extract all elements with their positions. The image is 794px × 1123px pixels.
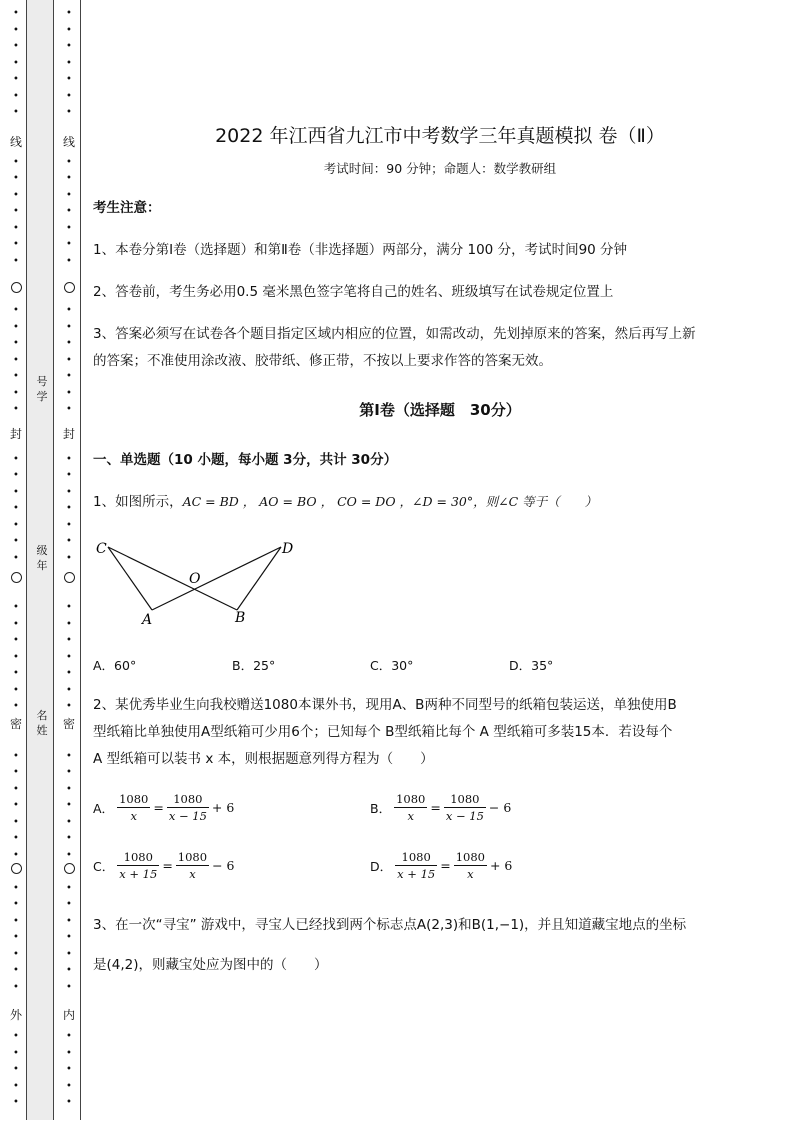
question-1-figure (92, 536, 307, 631)
binding-dot: • (13, 783, 19, 795)
binding-dot: • (66, 1064, 72, 1075)
binding-dot: • (66, 24, 72, 36)
binding-dot: • (66, 371, 72, 382)
binding-dot: • (13, 107, 19, 118)
question-2-line-2: 型纸箱比单独使用A型纸箱可少用6个；已知每个 B型纸箱比每个 A 型纸箱可多装15本．若设每个 (93, 724, 673, 740)
binding-dot: • (13, 404, 19, 415)
binding-dot: • (66, 1031, 72, 1042)
binding-dot: • (13, 74, 19, 85)
binding-dot: • (13, 305, 19, 316)
inner-mark-nei: 内 (62, 1008, 75, 1022)
binding-dot: • (66, 503, 72, 514)
notice-item-3: 3、答案必须写在试卷各个题目指定区域内相应的位置，如需改动，先划掉原来的答案，然后再写上新 (93, 326, 696, 342)
question-3-line-1: 3、在一次“寻宝” 游戏中，寻宝人已经找到两个标志点A(2,3)和B(1,−1)，并且知道藏宝地点的坐标 (93, 917, 687, 933)
question-3-line-2: 是(4,2)，则藏宝处应为图中的（ ） (93, 957, 328, 973)
binding-dot: • (66, 305, 72, 316)
binding-dot: • (13, 338, 19, 349)
q2-option-d[interactable]: D． $\frac{1080}{x + 15}$ = $\frac{1080}{x}$ + 6 (370, 850, 513, 881)
binding-dot: • (66, 57, 72, 69)
outer-mark-feng: 封 (9, 427, 22, 441)
binding-dot: • (66, 41, 72, 52)
binding-dot: • (66, 833, 72, 844)
binding-dot: • (13, 222, 19, 234)
binding-dot: • (66, 107, 72, 118)
binding-dot: • (13, 255, 19, 267)
outer-mark-mi: 密 (9, 717, 22, 731)
binding-dot: • (66, 899, 72, 910)
binding-dot: • (13, 453, 19, 465)
binding-dot: • (13, 1047, 19, 1059)
binding-dot: • (66, 453, 72, 465)
binding-dot: • (66, 618, 72, 630)
binding-dot: • (13, 882, 19, 894)
binding-dot: • (13, 899, 19, 910)
binding-dot: • (13, 8, 19, 19)
binding-dot: • (66, 74, 72, 85)
notice-heading: 考生注意： (93, 200, 161, 216)
outer-circle-1 (11, 282, 22, 293)
binding-dot: • (66, 519, 72, 531)
segment-CA (108, 547, 152, 610)
binding-dot: • (13, 503, 19, 514)
figure-label-O: O (189, 571, 201, 587)
name-label: 名姓 (36, 709, 48, 738)
binding-dot: • (66, 239, 72, 250)
binding-dot: • (13, 635, 19, 646)
binding-dot: • (13, 767, 19, 778)
binding-dot: • (66, 1080, 72, 1092)
figure-label-B: B (235, 610, 246, 626)
q2-option-a[interactable]: A． $\frac{1080}{x}$ = $\frac{1080}{x - 15}$ + 6 (93, 792, 235, 823)
binding-dot: • (13, 57, 19, 69)
student-number-label: 号学 (36, 375, 48, 404)
binding-dot: • (13, 915, 19, 927)
binding-dot: • (13, 206, 19, 217)
binding-dot: • (13, 800, 19, 811)
binding-dot: • (13, 948, 19, 960)
binding-dot: • (13, 668, 19, 679)
binding-dot: • (66, 321, 72, 333)
q1-option-b[interactable]: B．25° (232, 658, 276, 673)
grade-label: 级年 (36, 544, 48, 573)
outer-mark-wai: 外 (9, 1008, 22, 1022)
binding-dot: • (13, 470, 19, 481)
outer-mark-xian: 线 (9, 135, 22, 149)
binding-dot: • (13, 354, 19, 366)
binding-dot: • (13, 618, 19, 630)
binding-dot: • (13, 701, 19, 712)
binding-dot: • (66, 684, 72, 696)
outer-circle-3 (11, 863, 22, 874)
binding-dot: • (13, 90, 19, 102)
question-2-line-3: A 型纸箱可以装书 x 本，则根据题意列得方程为（ ） (93, 751, 434, 767)
binding-dot: • (66, 701, 72, 712)
exam-subtitle: 考试时间：90 分钟；命题人：数学教研组 (323, 161, 557, 176)
figure-label-D: D (282, 541, 294, 557)
binding-dot: • (13, 932, 19, 943)
binding-dot: • (66, 90, 72, 102)
binding-dot: • (13, 849, 19, 861)
binding-dot: • (66, 915, 72, 927)
binding-dot: • (66, 816, 72, 828)
binding-dot: • (13, 41, 19, 52)
question-1-prefix: 1、如图所示， (93, 494, 183, 510)
binding-dot: • (13, 189, 19, 201)
binding-dot: • (66, 206, 72, 217)
binding-dot: • (13, 981, 19, 993)
binding-dot: • (13, 156, 19, 168)
binding-dot: • (13, 173, 19, 184)
notice-item-2: 2、答卷前，考生务必用0.5 毫米黑色签字笔将自己的姓名、班级填写在试卷规定位置上 (93, 284, 614, 300)
q1-option-c[interactable]: C．30° (370, 658, 414, 673)
question-1 (93, 488, 597, 516)
question-1-condition: AC = BD ， AO = BO ， CO = DO ，∠D = 30°，则∠C 等于（ ） (182, 494, 598, 509)
outer-circle-2 (11, 572, 22, 583)
binding-dot: • (66, 602, 72, 613)
exam-title: 2022 年江西省九江市中考数学三年真题模拟 卷（Ⅱ） (215, 125, 665, 147)
section-title: 第Ⅰ卷（选择题 30分） (359, 401, 521, 419)
binding-dot: • (13, 24, 19, 36)
question-2-line-1: 2、某优秀毕业生向我校赠送1080本课外书，现用A、B两种不同型号的纸箱包装运送，单独使用B (93, 697, 677, 713)
binding-dot: • (66, 486, 72, 498)
binding-dot: • (66, 255, 72, 267)
part-heading: 一、单选题（10 小题，每小题 3分，共计 30分） (93, 452, 398, 468)
binding-dot: • (13, 486, 19, 498)
binding-dot: • (66, 668, 72, 679)
binding-dot: • (66, 849, 72, 861)
binding-dot: • (13, 602, 19, 613)
binding-dot: • (66, 189, 72, 201)
binding-dot: • (66, 767, 72, 778)
binding-dot: • (66, 552, 72, 564)
binding-dot: • (66, 635, 72, 646)
binding-dot: • (66, 387, 72, 399)
binding-dot: • (66, 156, 72, 168)
binding-dot: • (66, 470, 72, 481)
inner-circle-3 (64, 863, 75, 874)
figure-label-A: A (142, 612, 153, 628)
binding-dot: • (13, 651, 19, 663)
q2-option-b[interactable]: B． $\frac{1080}{x}$ = $\frac{1080}{x - 15}$ − 6 (370, 792, 512, 823)
binding-dot: • (13, 536, 19, 547)
binding-dot: • (66, 800, 72, 811)
notice-item-3-cont: 的答案；不准使用涂改液、胶带纸、修正带，不按以上要求作答的答案无效。 (93, 353, 552, 369)
binding-dot: • (66, 1097, 72, 1108)
binding-dot: • (13, 321, 19, 333)
binding-dot: • (66, 882, 72, 894)
binding-dot: • (13, 816, 19, 828)
binding-dot: • (13, 387, 19, 399)
inner-circle-1 (64, 282, 75, 293)
binding-dot: • (66, 404, 72, 415)
binding-dot: • (13, 239, 19, 250)
binding-dot: • (13, 552, 19, 564)
binding-dot: • (13, 684, 19, 696)
inner-mark-feng: 封 (62, 427, 75, 441)
inner-mark-mi: 密 (62, 717, 75, 731)
binding-dot: • (66, 354, 72, 366)
binding-dot: • (66, 173, 72, 184)
binding-dot: • (66, 965, 72, 976)
inner-mark-xian: 线 (62, 135, 75, 149)
binding-dot: • (66, 981, 72, 993)
binding-dot: • (13, 1097, 19, 1108)
binding-dot: • (13, 1064, 19, 1075)
binding-dot: • (66, 948, 72, 960)
binding-dot: • (13, 519, 19, 531)
figure-label-C: C (96, 541, 107, 557)
q1-option-d[interactable]: D．35° (509, 658, 554, 673)
binding-dot: • (13, 1031, 19, 1042)
binding-dot: • (66, 1047, 72, 1059)
binding-dot: • (13, 1080, 19, 1092)
binding-dot: • (13, 833, 19, 844)
inner-circle-2 (64, 572, 75, 583)
binding-dot: • (66, 536, 72, 547)
binding-dot: • (66, 932, 72, 943)
binding-dot: • (66, 750, 72, 762)
binding-dot: • (66, 8, 72, 19)
binding-dot: • (13, 750, 19, 762)
q1-option-a[interactable]: A．60° (93, 658, 137, 673)
binding-dot: • (66, 783, 72, 795)
binding-dot: • (13, 371, 19, 382)
binding-dot: • (13, 965, 19, 976)
binding-dot: • (66, 651, 72, 663)
binding-dot: • (66, 338, 72, 349)
notice-item-1: 1、本卷分第Ⅰ卷（选择题）和第Ⅱ卷（非选择题）两部分，满分 100 分，考试时间90 分钟 (93, 242, 628, 258)
q2-option-c[interactable]: C． $\frac{1080}{x + 15}$ = $\frac{1080}{x}$ − 6 (93, 850, 235, 881)
binding-dot: • (66, 222, 72, 234)
segment-DB (237, 547, 281, 610)
